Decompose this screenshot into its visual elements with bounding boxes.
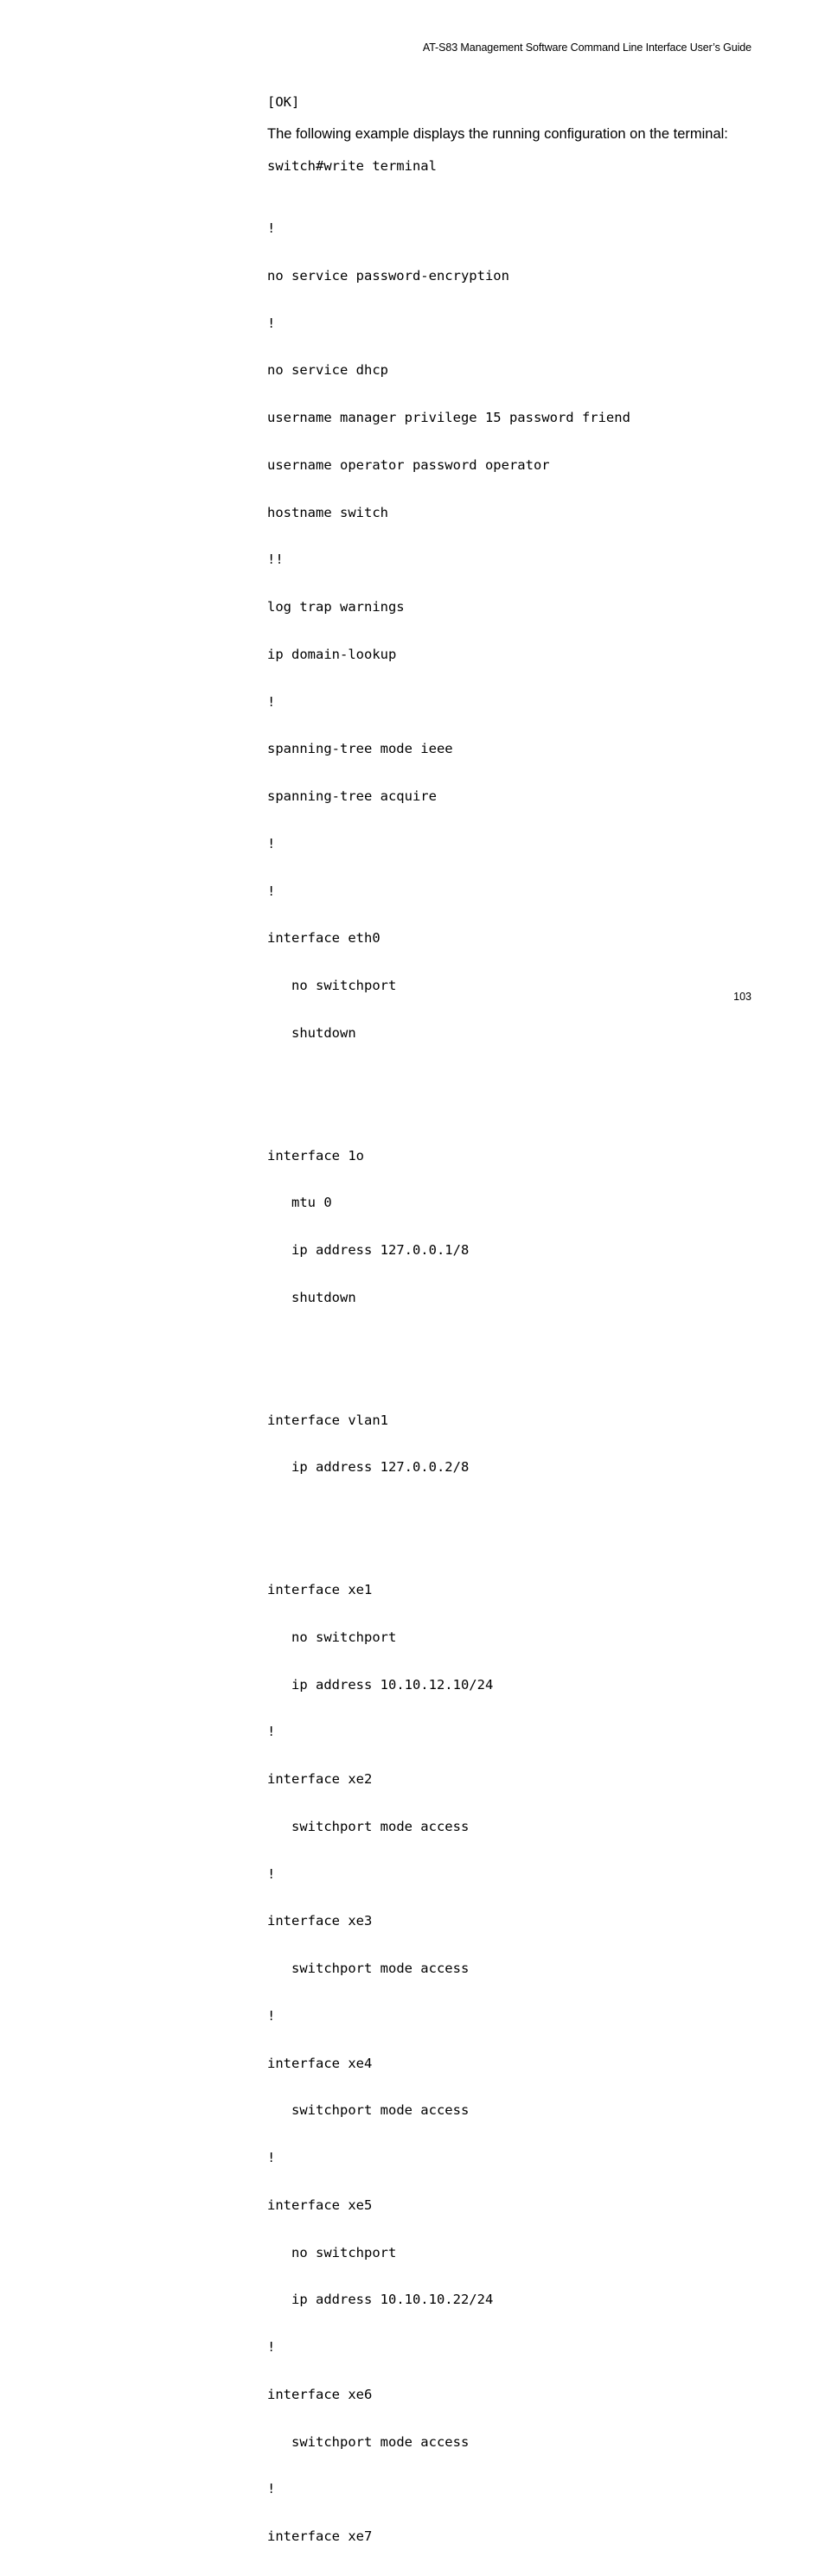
config-line: log trap warnings [267,599,405,615]
config-line: spanning-tree mode ieee [267,741,453,757]
config-line: interface xe2 [267,1771,373,1787]
config-line: ! [267,2007,276,2024]
page-content [267,93,760,2576]
config-line: interface xe5 [267,2197,373,2213]
config-line: ! [267,220,276,236]
config-listing [267,189,760,2576]
config-line: ! [267,693,276,710]
config-line: no switchport [291,2244,397,2260]
config-line: interface eth0 [267,930,381,947]
config-line: username operator password operator [267,456,550,473]
config-line: shutdown [291,1024,356,1041]
config-line: spanning-tree acquire [267,788,437,804]
config-line: switchport mode access [291,2102,470,2119]
running-header: AT-S83 Management Software Command Line Interface User’s Guide [422,41,751,54]
config-line: ip address 10.10.10.22/24 [291,2292,494,2308]
command-line: switch#write terminal [267,158,437,174]
config-line: ! [267,2150,276,2165]
config-line: interface xe6 [267,2386,373,2402]
config-line: no service password-encryption [267,267,509,284]
config-line: interface 1o [267,1147,364,1164]
ok-output: [OK] [267,94,300,110]
config-line: interface xe1 [267,1582,373,1597]
config-line: ! [267,883,276,899]
config-line: no switchport [291,978,397,993]
config-line: switchport mode access [291,2433,470,2450]
intro-paragraph: The following example displays the running configuration on the terminal: [267,126,728,142]
config-line: !! [267,552,284,568]
config-line: interface xe7 [267,2528,373,2544]
config-line: ! [267,835,276,851]
config-line: mtu 0 [291,1195,332,1211]
config-line: ! [267,1724,276,1740]
spacer [267,1088,760,1101]
config-line: ! [267,2481,276,2497]
config-line: ! [267,1865,276,1882]
config-line: no service dhcp [267,362,388,379]
config-line: ! [267,2339,276,2355]
config-line: ip address 10.10.12.10/24 [291,1676,494,1693]
config-line: interface xe4 [267,2055,373,2071]
spacer [267,1522,760,1535]
config-line: ! [267,315,276,331]
page-number: 103 [733,991,751,1003]
config-line: shutdown [291,1289,356,1305]
config-line: switchport mode access [291,1961,470,1976]
spacer [267,1353,760,1366]
config-line: interface vlan1 [267,1412,388,1428]
config-line: interface xe3 [267,1913,373,1929]
config-line: ip address 127.0.0.1/8 [291,1242,470,1258]
config-line: ip address 127.0.0.2/8 [291,1459,470,1476]
config-line: no switchport [291,1629,397,1645]
config-line: hostname switch [267,504,388,520]
config-line: username manager privilege 15 password friend [267,410,630,425]
config-line: ip domain-lookup [267,646,397,662]
config-line: switchport mode access [291,1818,470,1834]
